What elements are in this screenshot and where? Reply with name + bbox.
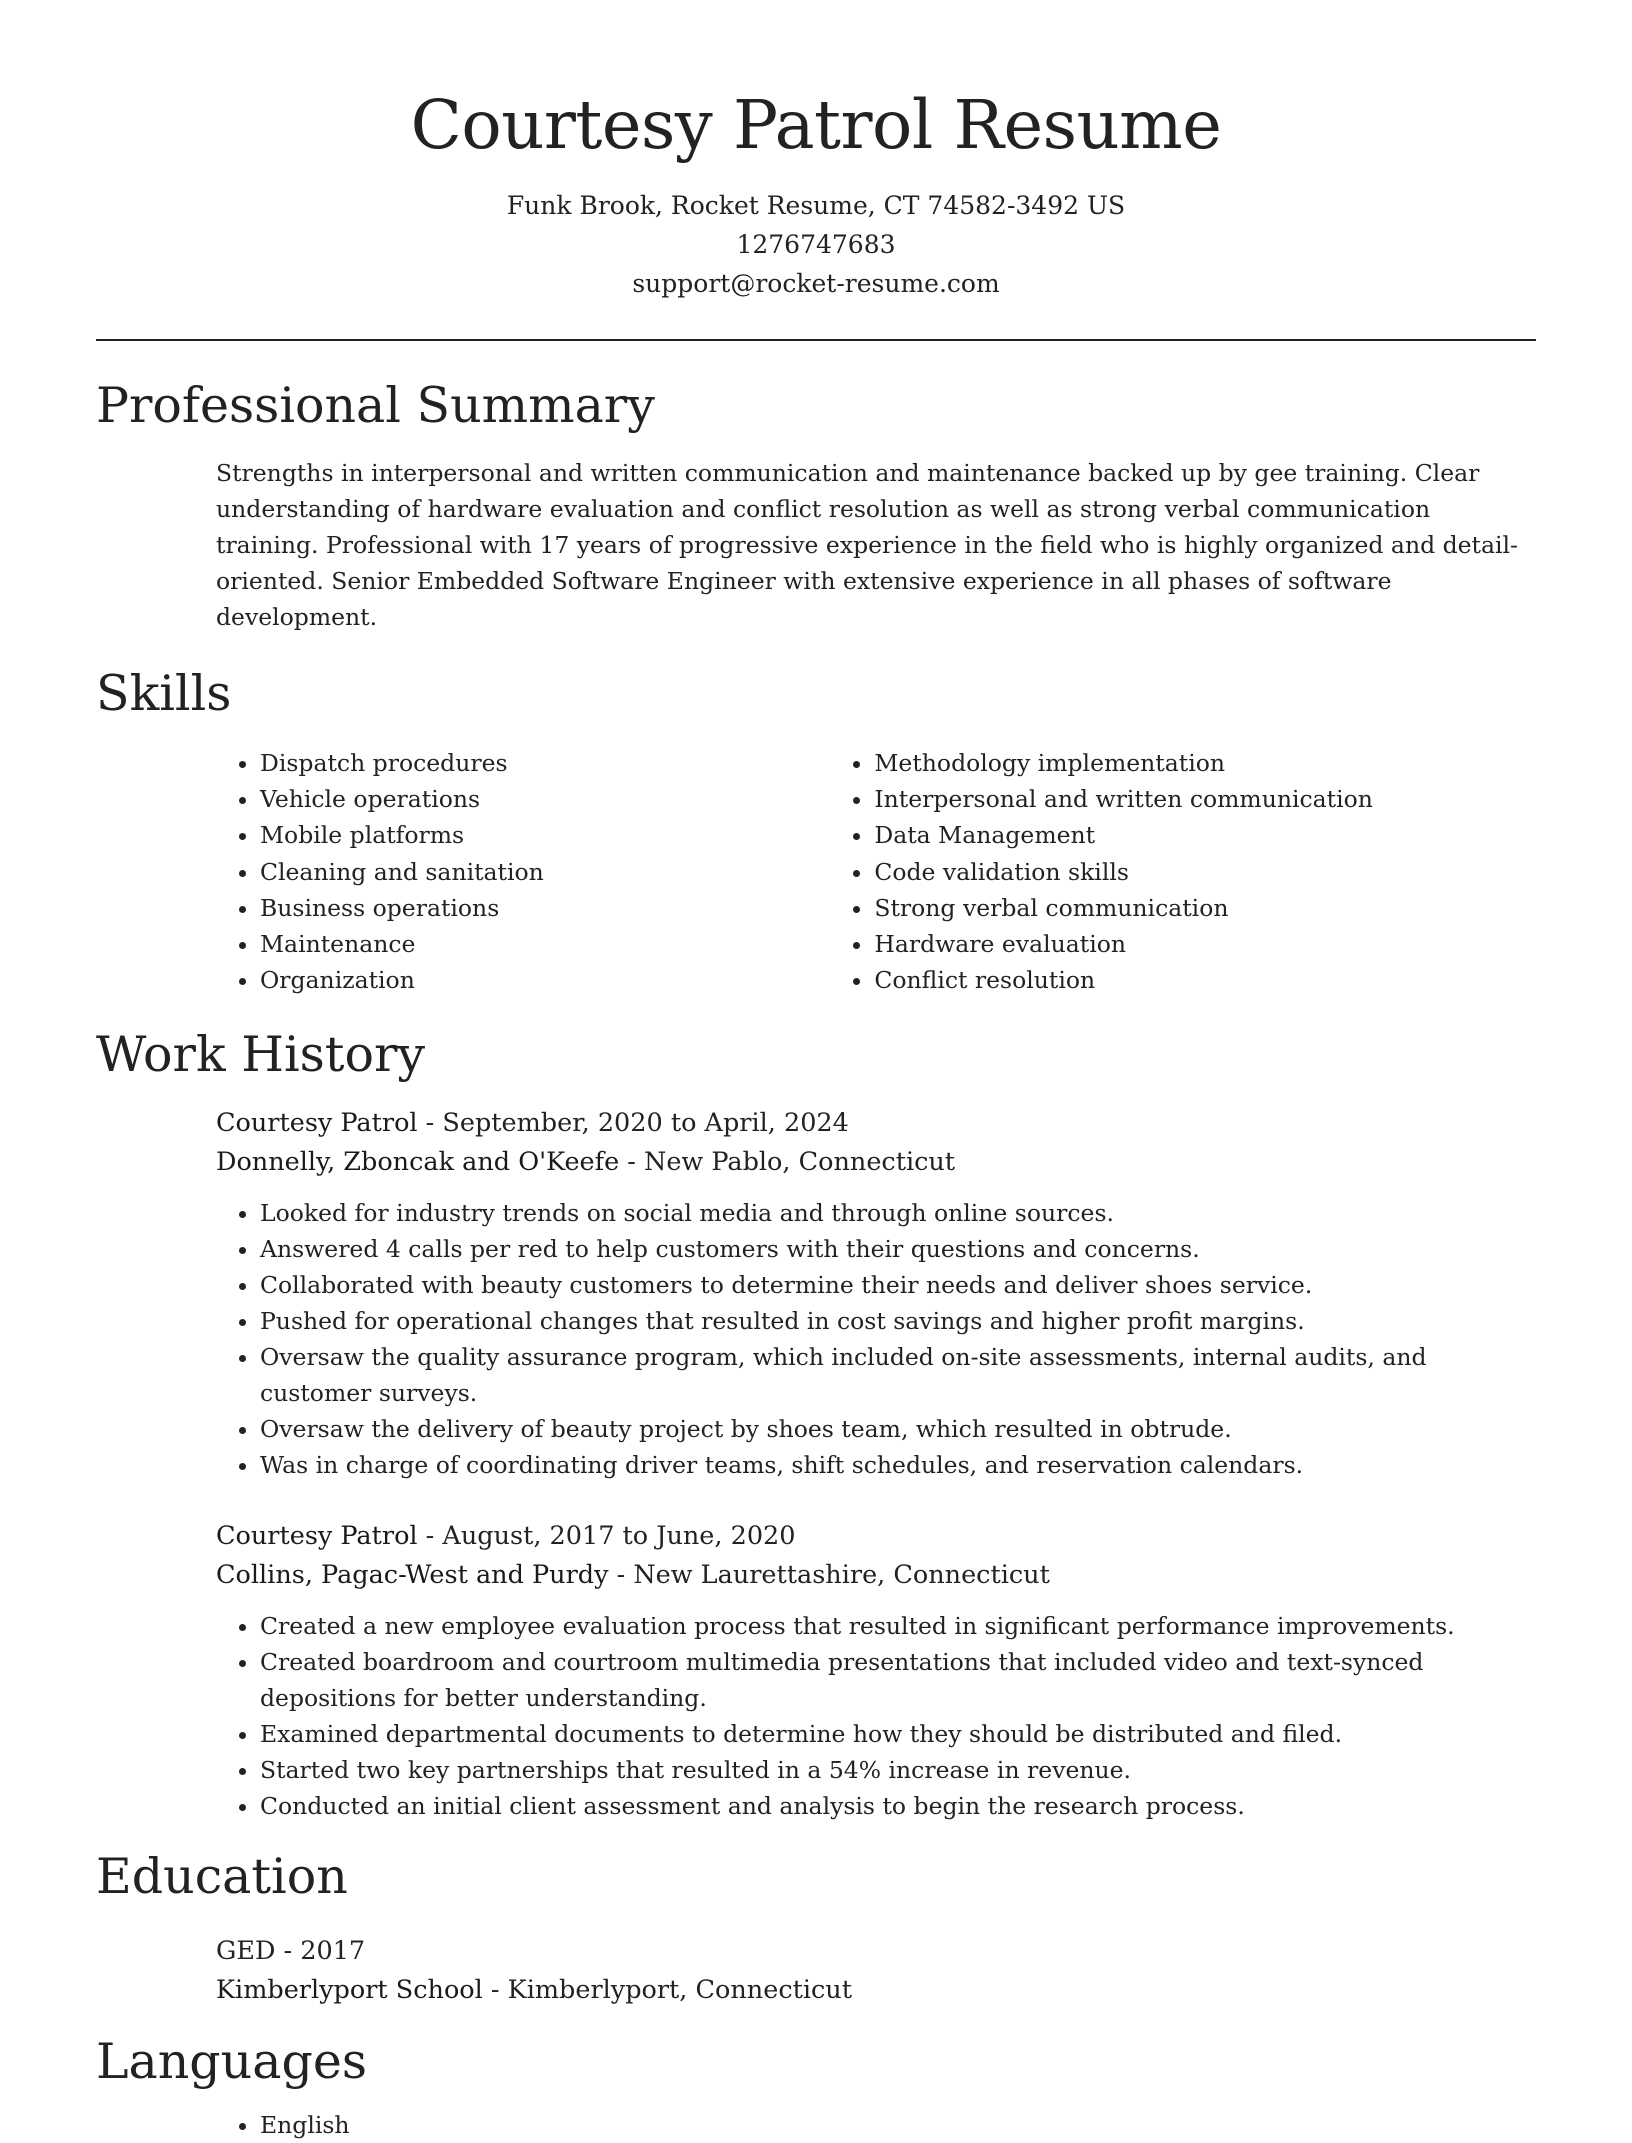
job-company-line — [216, 1556, 1536, 1595]
job-bullet: • Started two key partnerships that resulted in a 54% increase in revenue. — [260, 1752, 1536, 1788]
job-bullets — [216, 1608, 1536, 1824]
skill-item: • Data Management — [874, 817, 1536, 853]
summary-text: Strengths in interpersonal and written communication and maintenance backed up by gee training. Clear understanding of hardware evaluation and conflict resolution as well as strong verbal communication training. Professional with 17 years of progressive experience in the field who is highly organized and detail-oriented. Senior Embedded Software Engineer with extensive experience in all phases of software development. — [216, 459, 1518, 631]
languages-list — [216, 2107, 1536, 2143]
job-company: Donnelly, Zboncak and O'Keefe — [216, 1146, 620, 1177]
job-bullet: • Oversaw the delivery of beauty project by shoes team, which resulted in obtrude. — [260, 1411, 1536, 1447]
work-history-heading: Work History — [96, 1026, 426, 1084]
job-entry — [216, 1104, 1536, 1181]
job-bullet: • Was in charge of coordinating driver teams, shift schedules, and reservation calendars. — [260, 1447, 1536, 1483]
languages-heading: Languages — [96, 2033, 367, 2091]
skill-item: • Maintenance — [260, 926, 874, 962]
education-location: - Kimberlyport, Connecticut — [482, 1974, 852, 2005]
job-bullet: • Conducted an initial client assessment and analysis to begin the research process. — [260, 1788, 1536, 1824]
skill-item: • Strong verbal communication — [874, 890, 1536, 926]
job-title: Courtesy Patrol — [216, 1521, 418, 1552]
education-school-line — [216, 1971, 1536, 2010]
education-entry — [216, 1932, 1536, 2009]
job-location: - New Pablo, Connecticut — [619, 1146, 956, 1177]
job-bullet: • Oversaw the quality assurance program, which included on-site assessments, internal audits, and customer surveys. — [260, 1339, 1536, 1411]
job-title-line — [216, 1517, 1536, 1556]
skills-list — [216, 745, 1536, 998]
job-bullet: • Pushed for operational changes that resulted in cost savings and higher profit margins. — [260, 1303, 1536, 1339]
contact-address: Funk Brook, Rocket Resume, CT 74582-3492 US — [506, 191, 1126, 220]
skill-item: • Methodology implementation — [874, 745, 1536, 781]
contact-phone: 1276747683 — [736, 230, 896, 259]
skill-item: • Vehicle operations — [260, 781, 874, 817]
job-bullet: • Created a new employee evaluation process that resulted in significant performance improvements. — [260, 1608, 1536, 1644]
resume-header — [96, 0, 1536, 303]
skill-item: • Hardware evaluation — [874, 926, 1536, 962]
skills-heading: Skills — [96, 665, 232, 722]
skill-item: • Interpersonal and written communication — [874, 781, 1536, 817]
education-degree: GED - 2017 — [216, 1936, 366, 1967]
job-location: - New Laurettashire, Connecticut — [608, 1559, 1050, 1590]
job-bullet: • Looked for industry trends on social media and through online sources. — [260, 1195, 1536, 1231]
header-divider — [96, 339, 1536, 341]
job-bullet: • Answered 4 calls per red to help customers with their questions and concerns. — [260, 1231, 1536, 1267]
resume-title: Courtesy Patrol Resume — [410, 86, 1222, 164]
skills-column-2 — [874, 745, 1536, 998]
job-bullet: • Collaborated with beauty customers to determine their needs and deliver shoes service. — [260, 1267, 1536, 1303]
skill-item: • Cleaning and sanitation — [260, 854, 874, 890]
contact-block — [96, 186, 1536, 303]
job-bullets — [216, 1195, 1536, 1483]
skill-item: • Mobile platforms — [260, 817, 874, 853]
job-bullet: • Created boardroom and courtroom multimedia presentations that included video and text-synced depositions for better understanding. — [260, 1644, 1536, 1716]
education-school: Kimberlyport School — [216, 1974, 483, 2005]
job-dates: - September, 2020 to April, 2024 — [417, 1108, 849, 1139]
education-heading: Education — [96, 1848, 348, 1906]
job-company: Collins, Pagac-West and Purdy — [216, 1559, 609, 1590]
skill-item: • Code validation skills — [874, 854, 1536, 890]
job-company-line — [216, 1143, 1536, 1182]
job-entry — [216, 1517, 1536, 1594]
language-item: • English — [260, 2107, 1536, 2143]
job-bullet: • Examined departmental documents to determine how they should be distributed and filed. — [260, 1716, 1536, 1752]
skill-item: • Conflict resolution — [874, 962, 1536, 998]
skills-column-1 — [216, 745, 874, 998]
job-dates: - August, 2017 to June, 2020 — [417, 1521, 796, 1552]
skill-item: • Business operations — [260, 890, 874, 926]
summary-heading: Professional Summary — [96, 377, 655, 434]
skill-item: • Organization — [260, 962, 874, 998]
contact-email: support@rocket-resume.com — [632, 269, 1000, 298]
job-title-line — [216, 1104, 1536, 1143]
resume-page — [96, 0, 1536, 2143]
skill-item: • Dispatch procedures — [260, 745, 874, 781]
job-title: Courtesy Patrol — [216, 1108, 418, 1139]
